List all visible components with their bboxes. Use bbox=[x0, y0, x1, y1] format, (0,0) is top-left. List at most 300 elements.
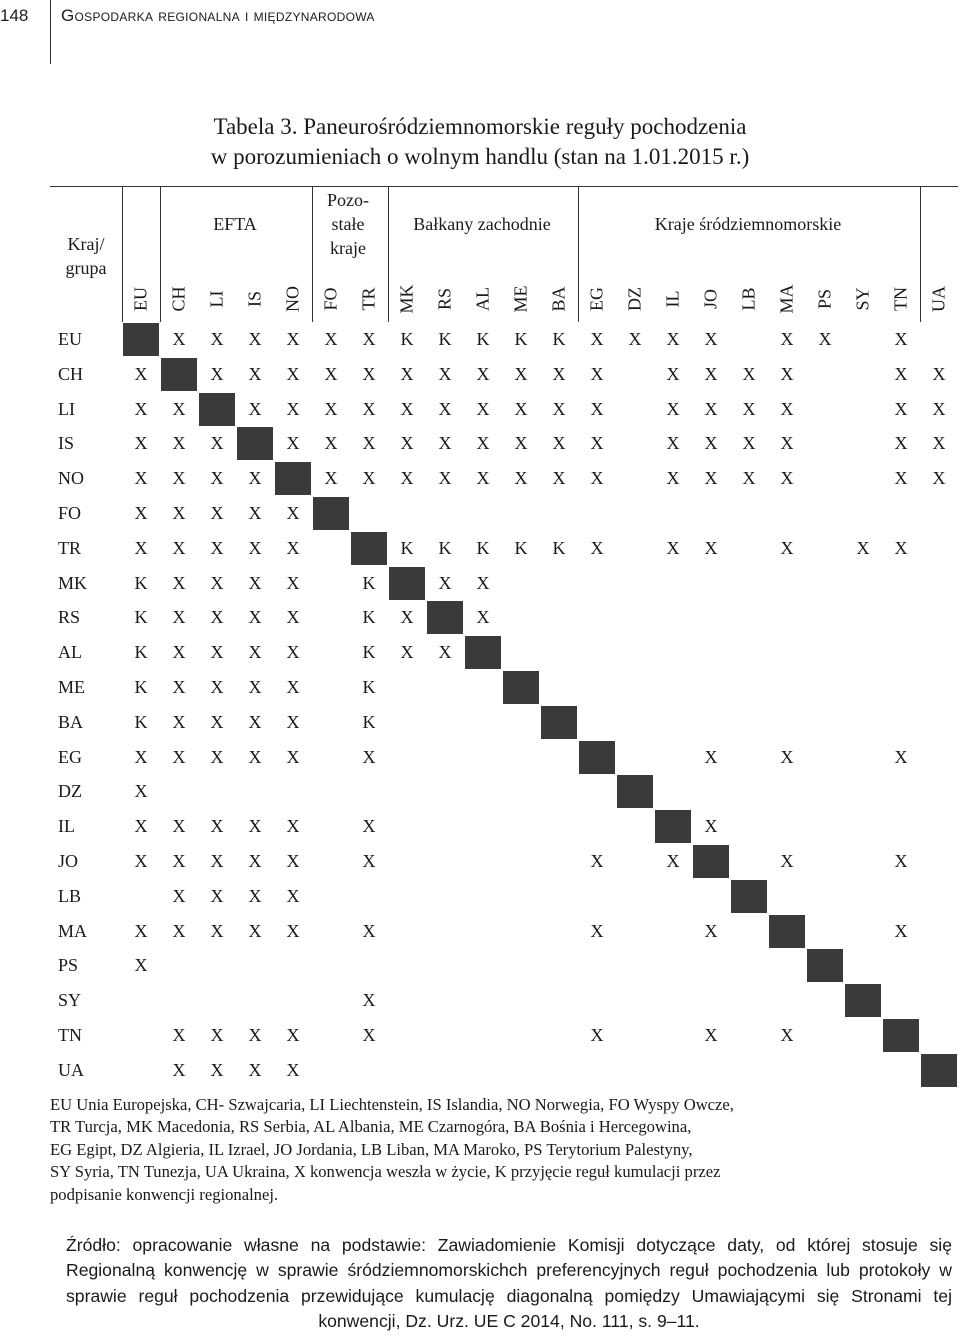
group-header-other-line-1: Pozo- bbox=[327, 190, 369, 210]
matrix-cell: X bbox=[590, 537, 604, 558]
matrix-cell: X bbox=[248, 816, 262, 837]
matrix-cell: K bbox=[134, 607, 148, 628]
matrix-cell: X bbox=[362, 468, 376, 489]
row-label-eg: EG bbox=[58, 746, 82, 767]
row-label-ch: CH bbox=[58, 363, 84, 384]
column-header-label: DZ bbox=[624, 287, 645, 311]
matrix-cell: X bbox=[514, 468, 528, 489]
column-header-tr bbox=[355, 277, 383, 321]
matrix-cell: X bbox=[134, 537, 148, 558]
row-label-tr: TR bbox=[58, 537, 82, 558]
matrix-cell: X bbox=[286, 363, 300, 384]
matrix-cell: X bbox=[248, 642, 262, 663]
matrix-cell: X bbox=[362, 1025, 376, 1045]
row-label-me: ME bbox=[58, 677, 85, 697]
matrix-cell: X bbox=[894, 398, 908, 419]
row-label-tn: TN bbox=[58, 1025, 82, 1045]
matrix-cell: X bbox=[666, 537, 680, 558]
matrix-cell: X bbox=[210, 363, 224, 384]
matrix-cell: X bbox=[514, 363, 528, 384]
column-header-mk bbox=[393, 277, 421, 321]
matrix-cell: K bbox=[476, 537, 490, 558]
caption-line-2: w porozumieniach o wolnym handlu (stan na 1.01.2015 r.) bbox=[210, 144, 750, 169]
matrix-cell: X bbox=[210, 851, 224, 871]
matrix-cell: X bbox=[248, 746, 262, 767]
source-note: Źródło: opracowanie własne na podstawie: Zawiadomienie Komisji dotyczące daty, od której stosuje się Regionalną konwencję w sprawie śródziemnomorskichch preferencyjnych reguł pochodzenia lub protokoły w sprawie reguł pochodzenia przewidujące kumulację diagonalną pomiędzy Umawiającymi się Stronami tej konwencji, Dz. Urz. UE C 2014, No. 111, s. 9–11. bbox=[66, 1235, 952, 1332]
column-header-ma bbox=[773, 277, 801, 321]
matrix-cell: X bbox=[894, 920, 908, 941]
matrix-cell: X bbox=[780, 433, 794, 454]
matrix-cell: X bbox=[210, 1059, 224, 1080]
matrix-cell: X bbox=[286, 816, 300, 837]
row-label-il: IL bbox=[58, 816, 75, 837]
legend-line-3: EG Egipt, DZ Algieria, IL Izrael, JO Jordania, LB Liban, MA Maroko, PS Terytorium Palestyny, bbox=[50, 1139, 693, 1159]
matrix-cell: X bbox=[742, 363, 756, 384]
diagonal-cell bbox=[731, 880, 767, 913]
column-header-label: SY bbox=[852, 287, 873, 311]
matrix-cell: K bbox=[438, 537, 452, 558]
matrix-cell: X bbox=[248, 572, 262, 593]
header-column-rule bbox=[920, 186, 921, 322]
matrix-cell: X bbox=[552, 363, 566, 384]
matrix-cell: X bbox=[780, 746, 794, 767]
matrix-cell: X bbox=[438, 398, 452, 419]
row-label-al: AL bbox=[58, 642, 82, 663]
matrix-cell: K bbox=[362, 677, 376, 697]
matrix-cell: X bbox=[210, 642, 224, 663]
diagonal-cell bbox=[313, 497, 349, 530]
group-header-balkans: Bałkany zachodnie bbox=[413, 214, 551, 234]
matrix-cell: X bbox=[856, 537, 870, 558]
matrix-cell: X bbox=[590, 329, 604, 349]
diagonal-cell bbox=[427, 601, 463, 634]
column-header-li bbox=[203, 277, 231, 321]
matrix-cell: X bbox=[134, 816, 148, 837]
legend bbox=[50, 1094, 958, 1206]
matrix-cell: X bbox=[210, 920, 224, 941]
matrix-cell: X bbox=[134, 955, 148, 976]
diagonal-cell bbox=[579, 741, 615, 774]
matrix-cell: X bbox=[248, 851, 262, 871]
matrix-cell: X bbox=[324, 363, 338, 384]
row-label-fo: FO bbox=[58, 503, 82, 523]
matrix-cell: X bbox=[552, 398, 566, 419]
matrix-cell: X bbox=[324, 329, 338, 349]
matrix-cell: X bbox=[590, 920, 604, 941]
row-label-lb: LB bbox=[58, 885, 82, 906]
matrix-cell: X bbox=[552, 433, 566, 454]
matrix-cell: X bbox=[172, 329, 186, 349]
matrix-cell: X bbox=[628, 329, 642, 349]
matrix-cell: K bbox=[552, 537, 566, 558]
matrix-cell: X bbox=[894, 537, 908, 558]
row-label-dz: DZ bbox=[58, 781, 82, 802]
legend-line-5: podpisanie konwencji regionalnej. bbox=[50, 1184, 279, 1204]
column-header-no bbox=[279, 277, 307, 321]
matrix-cell: X bbox=[210, 537, 224, 558]
matrix-cell: K bbox=[400, 329, 414, 349]
diagonal-cell bbox=[883, 1019, 919, 1052]
diagonal-cell bbox=[693, 845, 729, 878]
header-column-rule bbox=[312, 186, 313, 322]
column-header-label: FO bbox=[320, 287, 341, 311]
column-header-label: RS bbox=[434, 287, 455, 311]
matrix-cell: X bbox=[514, 398, 528, 419]
matrix-cell: K bbox=[362, 607, 376, 628]
column-header-label: NO bbox=[282, 286, 303, 312]
matrix-cell: X bbox=[286, 642, 300, 663]
matrix-cell: X bbox=[210, 816, 224, 837]
column-header-tn bbox=[887, 277, 915, 321]
row-label-ps: PS bbox=[58, 955, 79, 976]
column-header-label: AL bbox=[472, 287, 493, 311]
matrix-cell: X bbox=[172, 1059, 186, 1080]
row-label-sy: SY bbox=[58, 990, 82, 1011]
matrix-cell: X bbox=[704, 468, 718, 489]
matrix-cell: X bbox=[362, 329, 376, 349]
matrix-cell: X bbox=[210, 572, 224, 593]
column-header-lb bbox=[735, 277, 763, 321]
column-header-label: MK bbox=[396, 284, 417, 314]
diagonal-cell bbox=[237, 427, 273, 460]
row-label-is: IS bbox=[58, 433, 75, 454]
column-header-il bbox=[659, 277, 687, 321]
matrix-cell: X bbox=[590, 433, 604, 454]
matrix-cell: X bbox=[780, 537, 794, 558]
column-header-me bbox=[507, 277, 535, 321]
matrix-cell: X bbox=[362, 816, 376, 837]
matrix-cell: X bbox=[134, 398, 148, 419]
matrix-cell: X bbox=[286, 885, 300, 906]
matrix-cell: X bbox=[476, 468, 490, 489]
matrix-cell: X bbox=[210, 329, 224, 349]
matrix-cell: X bbox=[780, 363, 794, 384]
matrix-cell: X bbox=[742, 398, 756, 419]
diagonal-cell bbox=[161, 358, 197, 391]
matrix-cell: X bbox=[286, 503, 300, 523]
matrix-cell: X bbox=[400, 607, 414, 628]
diagonal-cell bbox=[617, 775, 653, 808]
caption-line-1: Tabela 3. Paneurośródziemnomorskie reguły pochodzenia bbox=[213, 114, 747, 139]
page-number: 148 bbox=[0, 6, 29, 25]
matrix-cell: X bbox=[210, 468, 224, 489]
matrix-cell: X bbox=[172, 468, 186, 489]
matrix-cell: X bbox=[704, 433, 718, 454]
matrix-cell: X bbox=[590, 1025, 604, 1045]
row-label-mk: MK bbox=[58, 572, 88, 593]
column-header-ba bbox=[545, 277, 573, 321]
matrix-cell: X bbox=[248, 363, 262, 384]
matrix-cell: X bbox=[894, 363, 908, 384]
matrix-cell: X bbox=[172, 503, 186, 523]
matrix-cell: K bbox=[438, 329, 452, 349]
diagonal-cell bbox=[123, 323, 159, 356]
group-header-other-line-2: stałe bbox=[331, 214, 365, 234]
header-column-rule bbox=[160, 186, 161, 322]
diagonal-cell bbox=[655, 810, 691, 843]
matrix-cell: X bbox=[248, 885, 262, 906]
column-header-sy bbox=[849, 277, 877, 321]
matrix-cell: X bbox=[514, 433, 528, 454]
column-header-fo bbox=[317, 277, 345, 321]
matrix-cell: X bbox=[134, 433, 148, 454]
matrix-cell: X bbox=[248, 398, 262, 419]
column-header-is bbox=[241, 277, 269, 321]
matrix-cell: K bbox=[400, 537, 414, 558]
matrix-cell: X bbox=[362, 920, 376, 941]
matrix-cell: X bbox=[476, 398, 490, 419]
diagonal-cell bbox=[275, 462, 311, 495]
column-header-eg bbox=[583, 277, 611, 321]
matrix-cell: X bbox=[248, 537, 262, 558]
matrix-cell: X bbox=[172, 816, 186, 837]
matrix-cell: X bbox=[780, 1025, 794, 1045]
diagonal-cell bbox=[503, 671, 539, 704]
row-label-rs: RS bbox=[58, 607, 81, 628]
matrix-cell: X bbox=[134, 781, 148, 802]
matrix-cell: X bbox=[324, 468, 338, 489]
diagonal-cell bbox=[921, 1054, 957, 1087]
matrix-cell: K bbox=[552, 329, 566, 349]
matrix-cell: X bbox=[742, 468, 756, 489]
matrix-cell: X bbox=[362, 433, 376, 454]
matrix-cell: K bbox=[362, 642, 376, 663]
column-header-label: TN bbox=[890, 287, 911, 311]
matrix-cell: X bbox=[590, 468, 604, 489]
matrix-cell: X bbox=[932, 398, 946, 419]
legend-line-2: TR Turcja, MK Macedonia, RS Serbia, AL Albania, ME Czarnogóra, BA Bośnia i Hercegowina, bbox=[50, 1117, 692, 1137]
matrix-cell: K bbox=[362, 572, 376, 593]
diagonal-cell bbox=[389, 567, 425, 600]
column-header-label: BA bbox=[548, 286, 569, 312]
group-header-other-line-3: kraje bbox=[330, 238, 366, 258]
matrix-cell: X bbox=[324, 433, 338, 454]
row-label-jo: JO bbox=[58, 851, 79, 871]
row-label-no: NO bbox=[58, 468, 84, 489]
matrix-cell: X bbox=[210, 1025, 224, 1045]
matrix-cell: X bbox=[742, 433, 756, 454]
column-header-label: IS bbox=[244, 290, 265, 308]
matrix-cell: X bbox=[476, 433, 490, 454]
matrix-cell: X bbox=[704, 363, 718, 384]
header-column-rule bbox=[388, 186, 389, 322]
column-header-al bbox=[469, 277, 497, 321]
matrix-cell: K bbox=[134, 642, 148, 663]
matrix-cell: X bbox=[894, 746, 908, 767]
matrix-cell: X bbox=[362, 746, 376, 767]
matrix-cell: X bbox=[590, 851, 604, 871]
group-header-mediterranean: Kraje śródziemnomorskie bbox=[654, 214, 842, 234]
matrix-cell: X bbox=[704, 398, 718, 419]
matrix-cell: X bbox=[438, 433, 452, 454]
matrix-cell: X bbox=[552, 468, 566, 489]
matrix-cell: X bbox=[438, 363, 452, 384]
journal-title: Gospodarka regionalna i międzynarodowa bbox=[61, 6, 375, 25]
matrix-cell: X bbox=[210, 607, 224, 628]
matrix-cell: X bbox=[894, 329, 908, 349]
column-header-label: UA bbox=[928, 286, 949, 312]
column-header-label: IL bbox=[662, 290, 683, 308]
matrix-cell: X bbox=[248, 920, 262, 941]
matrix-cell: K bbox=[134, 711, 148, 732]
column-header-ps bbox=[811, 277, 839, 321]
matrix-cell: K bbox=[514, 329, 528, 349]
matrix-cell: X bbox=[400, 433, 414, 454]
matrix-cell: X bbox=[286, 537, 300, 558]
matrix-cell: X bbox=[172, 433, 186, 454]
matrix-cell: X bbox=[476, 607, 490, 628]
matrix-cell: X bbox=[172, 398, 186, 419]
matrix-cell: X bbox=[172, 537, 186, 558]
column-header-label: LB bbox=[738, 287, 759, 311]
row-label-ba: BA bbox=[58, 711, 84, 732]
matrix-cell: X bbox=[248, 329, 262, 349]
diagonal-cell bbox=[845, 984, 881, 1017]
matrix-cell: X bbox=[362, 851, 376, 871]
matrix-cell: X bbox=[286, 920, 300, 941]
matrix-cell: X bbox=[248, 1025, 262, 1045]
column-header-label: JO bbox=[700, 288, 721, 310]
column-header-label: TR bbox=[358, 287, 379, 311]
matrix-cell: X bbox=[400, 398, 414, 419]
matrix-cell: X bbox=[438, 468, 452, 489]
matrix-cell: X bbox=[400, 642, 414, 663]
matrix-cell: X bbox=[286, 677, 300, 697]
matrix-cell: X bbox=[210, 433, 224, 454]
matrix-cell: X bbox=[286, 329, 300, 349]
column-header-label: EG bbox=[586, 287, 607, 311]
matrix-cell: X bbox=[172, 746, 186, 767]
matrix-cell: K bbox=[476, 329, 490, 349]
column-header-label: ME bbox=[510, 285, 531, 313]
group-header-other bbox=[312, 188, 384, 260]
header-column-rule bbox=[578, 186, 579, 322]
matrix-cell: K bbox=[134, 572, 148, 593]
matrix-cell: X bbox=[248, 711, 262, 732]
matrix-cell: X bbox=[666, 398, 680, 419]
matrix-cell: X bbox=[704, 920, 718, 941]
matrix-cell: X bbox=[780, 398, 794, 419]
matrix-cell: X bbox=[286, 607, 300, 628]
column-header-label: LI bbox=[206, 290, 227, 308]
matrix-cell: X bbox=[172, 851, 186, 871]
matrix-cell: X bbox=[210, 677, 224, 697]
header-column-rule bbox=[122, 186, 123, 322]
row-label-ma: MA bbox=[58, 920, 88, 941]
matrix-cell: X bbox=[172, 920, 186, 941]
matrix-cell: X bbox=[248, 468, 262, 489]
matrix-cell: K bbox=[134, 677, 148, 697]
column-header-label: MA bbox=[776, 284, 797, 314]
matrix-cell: X bbox=[590, 398, 604, 419]
matrix-cell: X bbox=[666, 851, 680, 871]
matrix-cell: X bbox=[704, 329, 718, 349]
matrix-cell: X bbox=[248, 677, 262, 697]
matrix-cell: X bbox=[780, 851, 794, 871]
matrix-cell: X bbox=[400, 363, 414, 384]
matrix-cell: X bbox=[476, 363, 490, 384]
matrix-cell: X bbox=[362, 990, 376, 1011]
matrix-cell: X bbox=[210, 711, 224, 732]
table-top-rule bbox=[50, 186, 958, 187]
matrix-cell: X bbox=[894, 468, 908, 489]
matrix-cell: K bbox=[362, 711, 376, 732]
matrix-cell: X bbox=[704, 746, 718, 767]
matrix-cell: X bbox=[134, 920, 148, 941]
matrix-cell: X bbox=[476, 572, 490, 593]
column-header-ua bbox=[925, 277, 953, 321]
matrix-cell: X bbox=[590, 363, 604, 384]
matrix-cell: X bbox=[666, 468, 680, 489]
matrix-cell: X bbox=[704, 537, 718, 558]
corner-label-line-1: Kraj/ bbox=[67, 234, 105, 254]
matrix-cell: X bbox=[286, 433, 300, 454]
matrix-cell: X bbox=[438, 642, 452, 663]
matrix-cell: X bbox=[134, 746, 148, 767]
matrix-cell: X bbox=[172, 572, 186, 593]
matrix-cell: X bbox=[286, 851, 300, 871]
matrix-cell: X bbox=[134, 851, 148, 871]
matrix-cell: X bbox=[818, 329, 832, 349]
corner-header bbox=[50, 232, 122, 280]
matrix-cell: X bbox=[286, 398, 300, 419]
column-header-label: CH bbox=[168, 286, 189, 312]
matrix-cell: X bbox=[248, 1059, 262, 1080]
diagonal-cell bbox=[541, 706, 577, 739]
matrix-cell: X bbox=[286, 1059, 300, 1080]
matrix-cell: X bbox=[286, 711, 300, 732]
matrix-cell: X bbox=[704, 1025, 718, 1045]
legend-line-1: EU Unia Europejska, CH- Szwajcaria, LI Liechtenstein, IS Islandia, NO Norwegia, FO Wyspy Owcze, bbox=[50, 1095, 734, 1114]
matrix-cell: X bbox=[210, 746, 224, 767]
matrix-cell: X bbox=[172, 711, 186, 732]
matrix-cell: X bbox=[286, 746, 300, 767]
matrix-cell: X bbox=[932, 363, 946, 384]
diagonal-cell bbox=[807, 949, 843, 982]
matrix-cell: X bbox=[248, 607, 262, 628]
matrix-cell: X bbox=[134, 468, 148, 489]
row-label-li: LI bbox=[58, 398, 75, 419]
column-header-eu bbox=[127, 277, 155, 321]
matrix-cell: X bbox=[438, 572, 452, 593]
matrix-cell: X bbox=[210, 503, 224, 523]
matrix-cell: X bbox=[172, 1025, 186, 1045]
matrix-cell: X bbox=[666, 433, 680, 454]
matrix-cell: X bbox=[286, 572, 300, 593]
matrix-cell: X bbox=[248, 503, 262, 523]
matrix-cell: X bbox=[172, 607, 186, 628]
matrix-cell: X bbox=[134, 503, 148, 523]
diagonal-cell bbox=[199, 393, 235, 426]
matrix-cell: X bbox=[894, 851, 908, 871]
matrix-cell: X bbox=[134, 363, 148, 384]
column-header-ch bbox=[165, 277, 193, 321]
matrix-cell: X bbox=[780, 329, 794, 349]
corner-label-line-2: grupa bbox=[65, 258, 107, 278]
matrix-cell: X bbox=[780, 468, 794, 489]
matrix-cell: X bbox=[362, 363, 376, 384]
diagonal-cell bbox=[465, 636, 501, 669]
matrix-cell: X bbox=[932, 468, 946, 489]
matrix-cell: X bbox=[172, 885, 186, 906]
column-header-rs bbox=[431, 277, 459, 321]
legend-line-4: SY Syria, TN Tunezja, UA Ukraina, X konwencja weszła w życie, K przyjęcie reguł kumulacji przez bbox=[50, 1162, 721, 1182]
column-header-label: PS bbox=[814, 288, 835, 310]
diagonal-cell bbox=[351, 532, 387, 565]
column-header-dz bbox=[621, 277, 649, 321]
matrix-cell: X bbox=[286, 1025, 300, 1045]
matrix-cell: X bbox=[932, 433, 946, 454]
